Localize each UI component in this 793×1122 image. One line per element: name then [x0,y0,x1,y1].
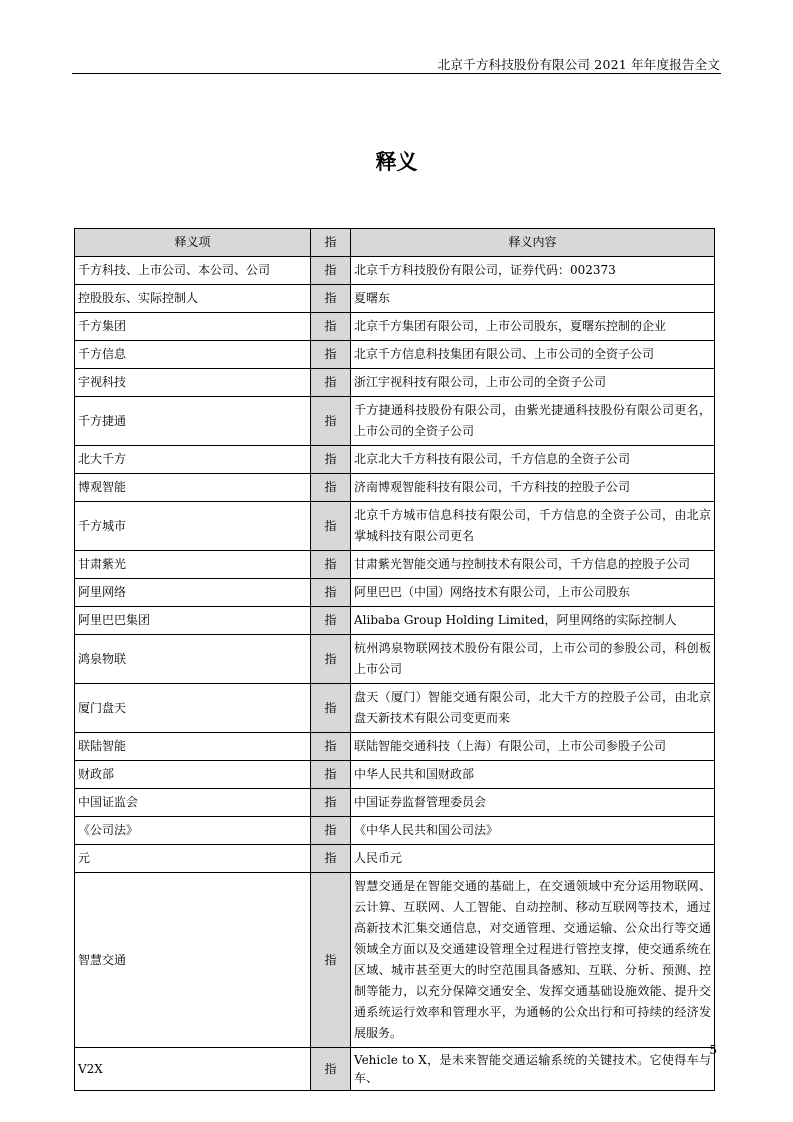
indicator-cell: 指 [311,474,351,502]
definition-cell: 北京北大千方科技有限公司，千方信息的全资子公司 [351,446,715,474]
indicator-cell: 指 [311,257,351,285]
indicator-cell: 指 [311,845,351,873]
definition-cell: 盘天（厦门）智能交通有限公司，北大千方的控股子公司，由北京盘天新技术有限公司变更而来 [351,684,715,733]
indicator-cell: 指 [311,579,351,607]
page-title: 释义 [375,150,418,174]
term-cell: 千方集团 [75,313,311,341]
definition-cell: 智慧交通是在智能交通的基础上，在交通领域中充分运用物联网、云计算、互联网、人工智能、自动控制、移动互联网等技术，通过高新技术汇集交通信息，对交通管理、交通运输、公众出行等交通领域全方面以及交通建设管理全过程进行管控支撑，使交通系统在区域、城市甚至更大的时空范围具备感知、互联、分析、预测、控制等能力，以充分保障交通安全、发挥交通基础设施效能、提升交通系统运行效率和管理水平，为通畅的公众出行和可持续的经济发展服务。 [351,873,715,1048]
indicator-cell: 指 [311,551,351,579]
definition-cell: 《中华人民共和国公司法》 [351,817,715,845]
term-cell: 甘肃紫光 [75,551,311,579]
table-row [75,397,715,446]
glossary-table [74,228,715,1091]
definition-cell: 千方捷通科技股份有限公司，由紫光捷通科技股份有限公司更名，上市公司的全资子公司 [351,397,715,446]
term-cell: 阿里巴巴集团 [75,607,311,635]
header-definition: 释义内容 [351,229,715,257]
table-row [75,446,715,474]
term-cell: 联陆智能 [75,733,311,761]
indicator-cell: 指 [311,397,351,446]
table-row [75,873,715,1048]
indicator-cell: 指 [311,684,351,733]
indicator-cell: 指 [311,873,351,1048]
indicator-cell: 指 [311,817,351,845]
indicator-cell: 指 [311,285,351,313]
indicator-cell: 指 [311,313,351,341]
indicator-cell: 指 [311,733,351,761]
definition-cell: 北京千方集团有限公司，上市公司股东，夏曙东控制的企业 [351,313,715,341]
table-row [75,789,715,817]
term-cell: 中国证监会 [75,789,311,817]
table-row [75,341,715,369]
table-row [75,551,715,579]
table-row [75,502,715,551]
page-header-text: 北京千方科技股份有限公司 2021 年年度报告全文 [437,57,720,72]
definition-cell: 北京千方信息科技集团有限公司、上市公司的全资子公司 [351,341,715,369]
header-indicator: 指 [311,229,351,257]
definition-cell: 夏曙东 [351,285,715,313]
term-cell: 《公司法》 [75,817,311,845]
indicator-cell: 指 [311,761,351,789]
definition-cell: 杭州鸿泉物联网技术股份有限公司，上市公司的参股公司，科创板上市公司 [351,635,715,684]
page-number: 5 [709,1043,717,1057]
table-row [75,474,715,502]
indicator-cell: 指 [311,789,351,817]
term-cell: 厦门盘天 [75,684,311,733]
definition-cell: 浙江宇视科技有限公司，上市公司的全资子公司 [351,369,715,397]
term-cell: 财政部 [75,761,311,789]
term-cell: 博观智能 [75,474,311,502]
definition-cell: Alibaba Group Holding Limited，阿里网络的实际控制人 [351,607,715,635]
definition-cell: 人民币元 [351,845,715,873]
term-cell: V2X [75,1048,311,1091]
definition-cell: 济南博观智能科技有限公司，千方科技的控股子公司 [351,474,715,502]
header-divider [72,73,721,74]
definition-cell: Vehicle to X，是未来智能交通运输系统的关键技术。它使得车与车、 [351,1048,715,1091]
term-cell: 千方捷通 [75,397,311,446]
indicator-cell: 指 [311,369,351,397]
indicator-cell: 指 [311,635,351,684]
term-cell: 智慧交通 [75,873,311,1048]
definition-cell: 甘肃紫光智能交通与控制技术有限公司，千方信息的控股子公司 [351,551,715,579]
table-header-row [75,229,715,257]
indicator-cell: 指 [311,1048,351,1091]
definition-cell: 中华人民共和国财政部 [351,761,715,789]
term-cell: 千方城市 [75,502,311,551]
term-cell: 阿里网络 [75,579,311,607]
table-row [75,257,715,285]
definition-cell: 北京千方科技股份有限公司，证券代码：002373 [351,257,715,285]
indicator-cell: 指 [311,341,351,369]
table-row [75,684,715,733]
table-row [75,607,715,635]
term-cell: 北大千方 [75,446,311,474]
indicator-cell: 指 [311,607,351,635]
term-cell: 元 [75,845,311,873]
definition-cell: 联陆智能交通科技（上海）有限公司，上市公司参股子公司 [351,733,715,761]
table-row [75,313,715,341]
table-row [75,635,715,684]
header-term: 释义项 [75,229,311,257]
term-cell: 鸿泉物联 [75,635,311,684]
table-row [75,579,715,607]
term-cell: 千方科技、上市公司、本公司、公司 [75,257,311,285]
table-row [75,285,715,313]
term-cell: 宇视科技 [75,369,311,397]
indicator-cell: 指 [311,446,351,474]
definition-cell: 中国证券监督管理委员会 [351,789,715,817]
table-row [75,761,715,789]
table-row [75,817,715,845]
definition-cell: 阿里巴巴（中国）网络技术有限公司，上市公司股东 [351,579,715,607]
term-cell: 千方信息 [75,341,311,369]
indicator-cell: 指 [311,502,351,551]
table-row [75,845,715,873]
table-row [75,1048,715,1091]
definition-cell: 北京千方城市信息科技有限公司，千方信息的全资子公司，由北京掌城科技有限公司更名 [351,502,715,551]
table-row [75,369,715,397]
term-cell: 控股股东、实际控制人 [75,285,311,313]
table-row [75,733,715,761]
